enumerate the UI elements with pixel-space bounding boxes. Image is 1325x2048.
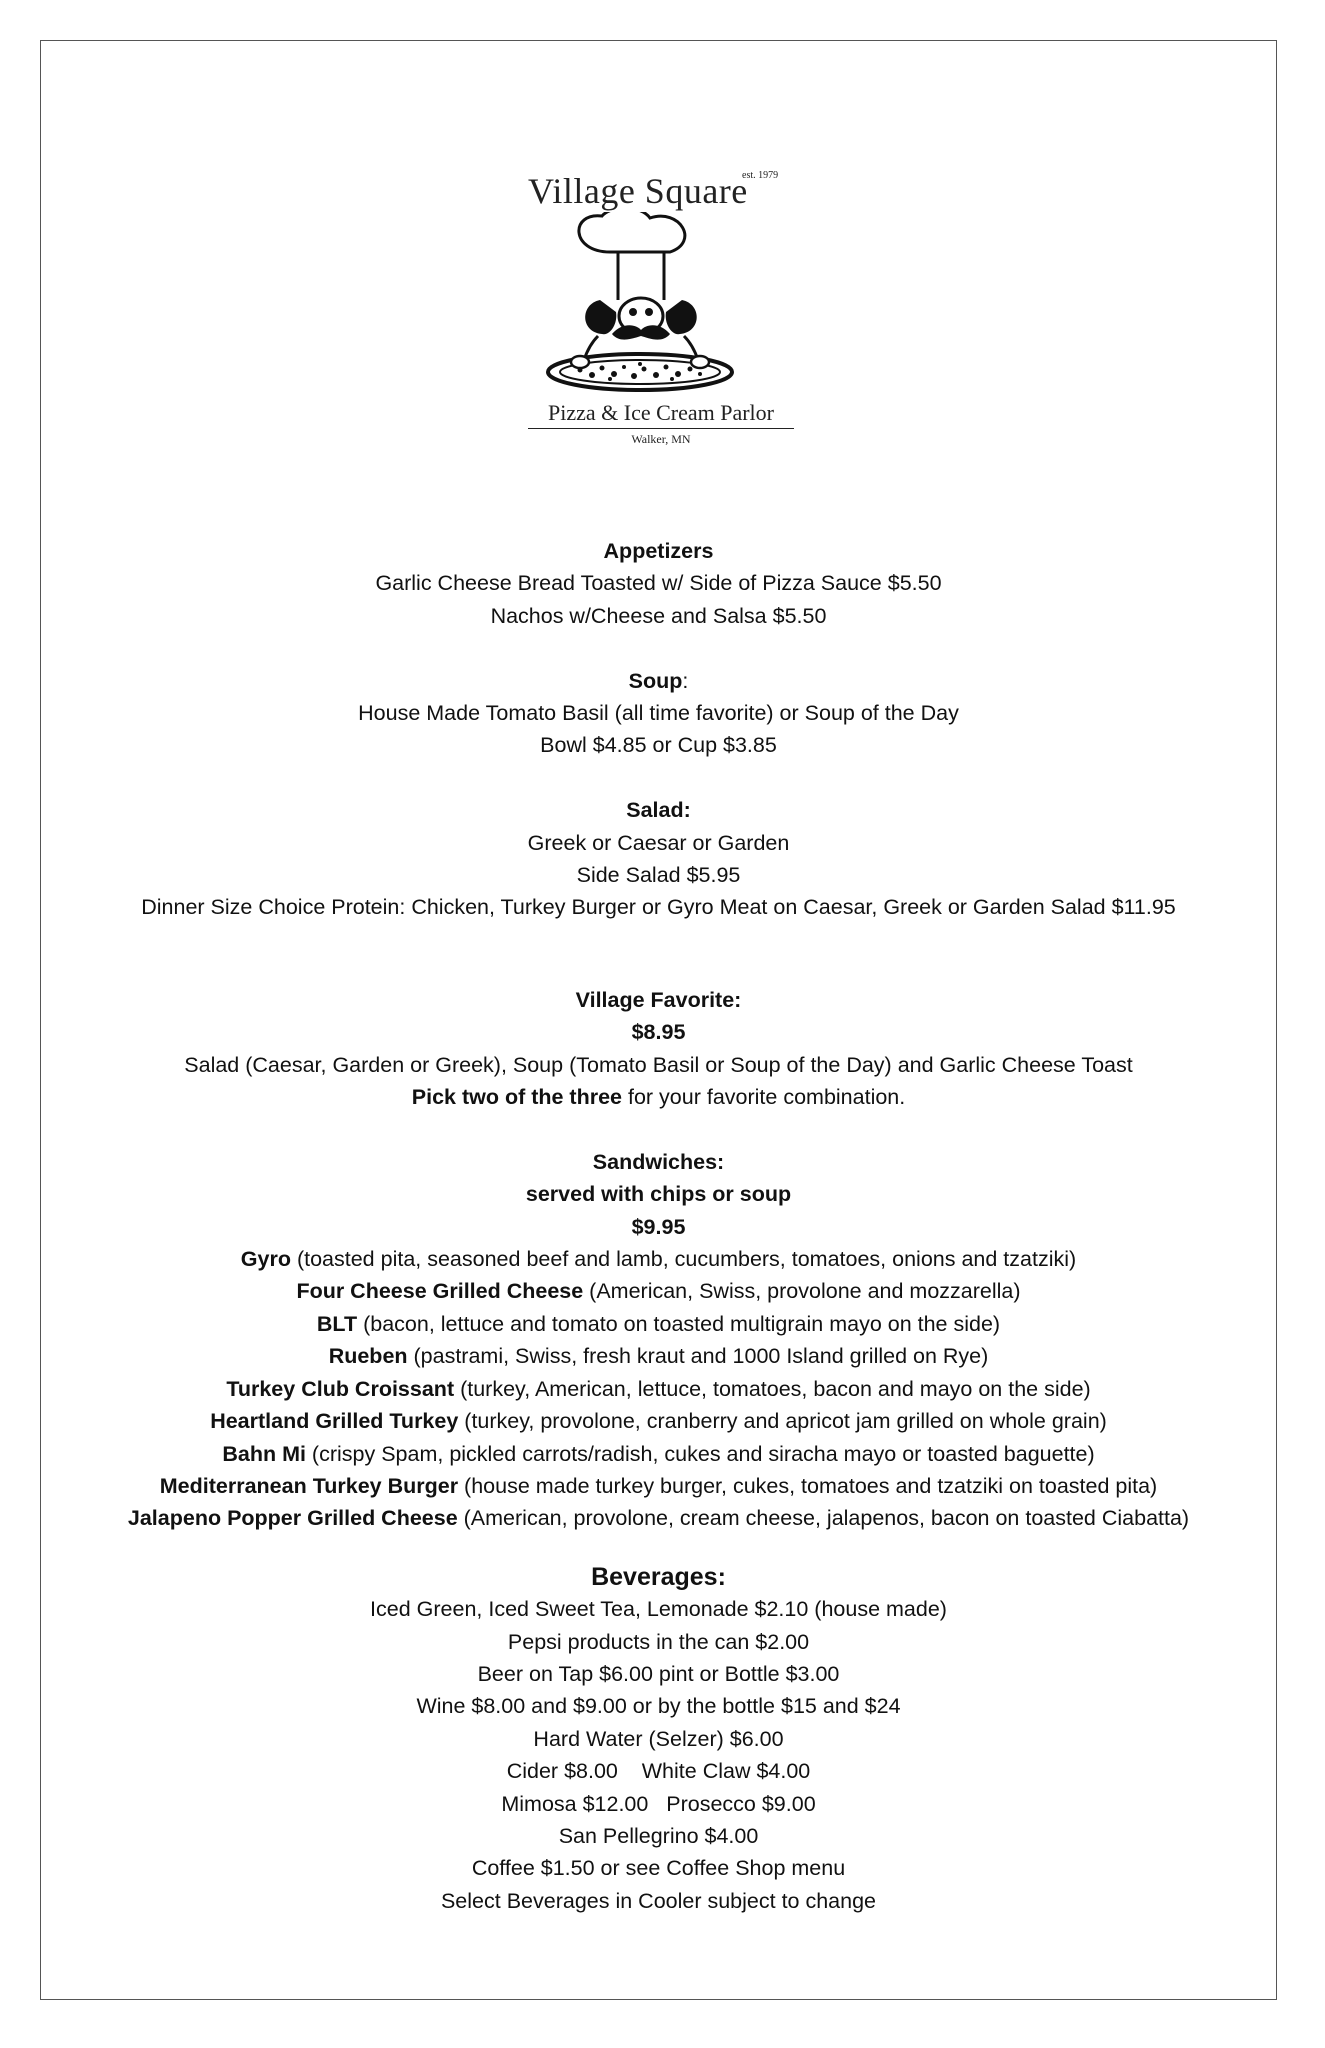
menu-body xyxy=(42,535,1275,1917)
chef-with-pizza-icon xyxy=(540,212,740,402)
menu-item: House Made Tomato Basil (all time favorite) or Soup of the Day xyxy=(358,701,959,726)
village-favorite-note: Pick two of the three for your favorite combination. xyxy=(411,1085,906,1110)
menu-item: BLT (bacon, lettuce and tomato on toasted multigrain mayo on the side) xyxy=(316,1311,1001,1336)
menu-item: Mimosa $12.00 Prosecco $9.00 xyxy=(501,1791,816,1816)
menu-item: Hard Water (Selzer) $6.00 xyxy=(533,1726,784,1751)
brand-location: Walker, MN xyxy=(631,432,691,446)
menu-item: Garlic Cheese Bread Toasted w/ Side of Pizza Sauce $5.50 xyxy=(375,571,942,596)
menu-item: Nachos w/Cheese and Salsa $5.50 xyxy=(490,603,827,628)
menu-item: Heartland Grilled Turkey (turkey, provolone, cranberry and apricot jam grilled on whole grain) xyxy=(210,1409,1107,1434)
section-title-sandwiches: Sandwiches: xyxy=(592,1149,725,1174)
menu-item: Pepsi products in the can $2.00 xyxy=(507,1629,810,1654)
menu-item: Side Salad $5.95 xyxy=(576,863,741,888)
menu-item: Beer on Tap $6.00 pint or Bottle $3.00 xyxy=(477,1661,840,1686)
established-label: est. 1979 xyxy=(742,170,779,181)
menu-item: Four Cheese Grilled Cheese (American, Swiss, provolone and mozzarella) xyxy=(296,1279,1021,1304)
section-title-beverages: Beverages: xyxy=(591,1562,726,1591)
menu-item: Cider $8.00 White Claw $4.00 xyxy=(506,1759,811,1784)
brand-subtitle: Pizza & Ice Cream Parlor xyxy=(528,400,794,429)
sandwiches-price: $9.95 xyxy=(631,1214,686,1239)
menu-item: Jalapeno Popper Grilled Cheese (American, provolone, cream cheese, jalapenos, bacon on toasted Ciabatta) xyxy=(127,1506,1190,1531)
menu-item: Salad (Caesar, Garden or Greek), Soup (Tomato Basil or Soup of the Day) and Garlic Cheese Toast xyxy=(184,1052,1133,1077)
menu-item: Turkey Club Croissant (turkey, American, lettuce, tomatoes, bacon and mayo on the side) xyxy=(226,1376,1091,1401)
section-title-village-favorite: Village Favorite: xyxy=(575,987,742,1012)
menu-item: Coffee $1.50 or see Coffee Shop menu xyxy=(471,1856,846,1881)
menu-item: Gyro (toasted pita, seasoned beef and lamb, cucumbers, tomatoes, onions and tzatziki) xyxy=(240,1247,1077,1272)
menu-item: Iced Green, Iced Sweet Tea, Lemonade $2.10 (house made) xyxy=(370,1597,947,1622)
section-title-soup: Soup: xyxy=(628,668,689,693)
logo xyxy=(480,168,840,458)
menu-item: San Pellegrino $4.00 xyxy=(558,1823,759,1848)
menu-item: Wine $8.00 and $9.00 or by the bottle $15 and $24 xyxy=(416,1694,901,1719)
sandwiches-subtitle: served with chips or soup xyxy=(525,1182,792,1207)
menu-item: Rueben (pastrami, Swiss, fresh kraut and 1000 Island grilled on Rye) xyxy=(328,1344,989,1369)
village-favorite-price: $8.95 xyxy=(631,1020,686,1045)
menu-item: Bowl $4.85 or Cup $3.85 xyxy=(540,733,777,758)
section-title-salad: Salad: xyxy=(626,798,691,823)
menu-item: Greek or Caesar or Garden xyxy=(527,830,790,855)
section-title-appetizers: Appetizers xyxy=(603,539,714,563)
menu-item: Select Beverages in Cooler subject to change xyxy=(440,1888,877,1913)
menu-item: Mediterranean Turkey Burger (house made turkey burger, cukes, tomatoes and tzatziki on toasted pita) xyxy=(159,1473,1158,1498)
menu-item: Bahn Mi (crispy Spam, pickled carrots/radish, cukes and siracha mayo or toasted baguette) xyxy=(222,1441,1095,1466)
brand-name: Village Square xyxy=(528,171,748,211)
menu-item: Dinner Size Choice Protein: Chicken, Turkey Burger or Gyro Meat on Caesar, Greek or Garden Salad $11.95 xyxy=(141,895,1176,920)
